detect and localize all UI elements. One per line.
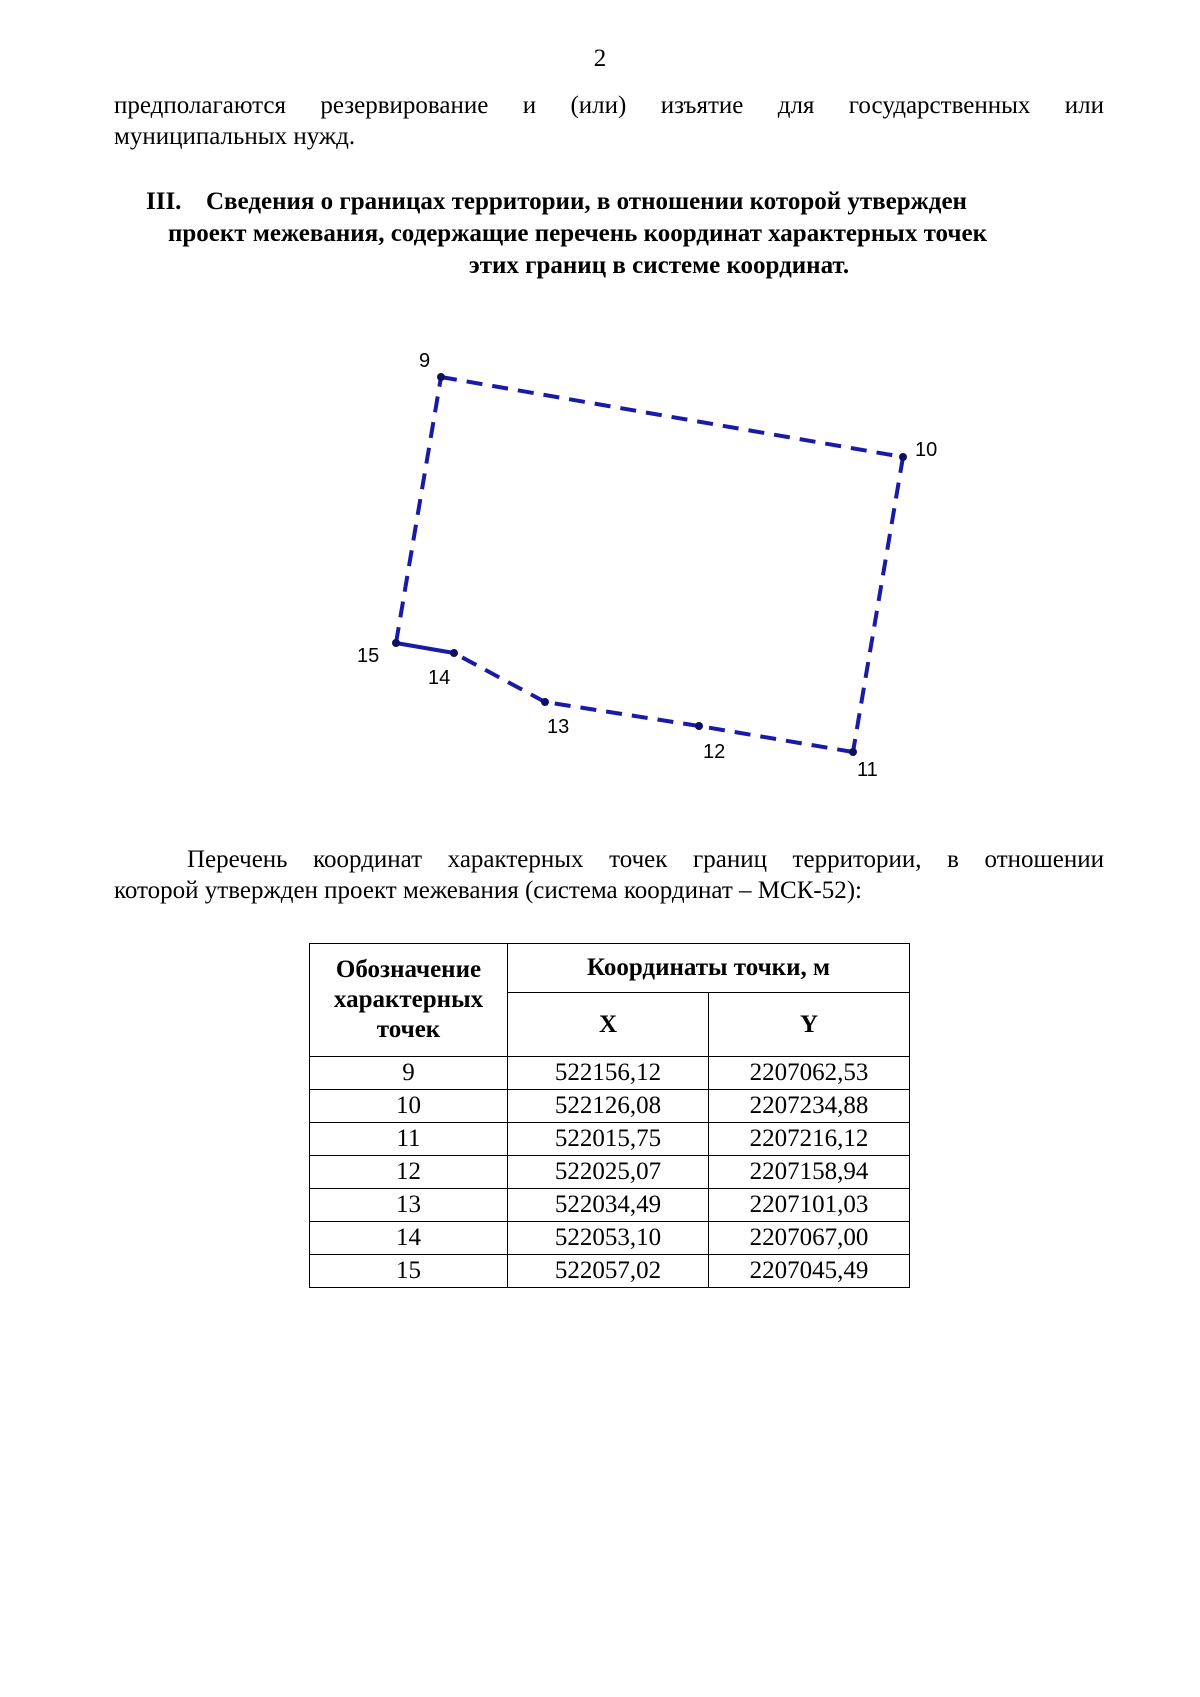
cell-x: 522025,07 [508,1156,709,1189]
section-heading-line [114,186,1104,218]
point-label-12: 12 [703,741,726,763]
header-y: Y [709,993,910,1057]
table-row [310,1189,910,1222]
intro-paragraph [114,90,1104,152]
point-label-10: 10 [915,439,938,461]
cell-x: 522126,08 [508,1090,709,1123]
point-marker-9 [437,373,445,381]
table-row [310,1123,910,1156]
boundary-segment-11-12 [699,726,853,752]
cell-y: 2207062,53 [709,1057,910,1090]
cell-point: 10 [310,1090,508,1123]
cell-y: 2207045,49 [709,1255,910,1288]
cell-x: 522156,12 [508,1057,709,1090]
list-paragraph-line: которой утвержден проект межевания (система координат – МСК-52): [114,877,862,904]
list-paragraph [114,844,1104,906]
cell-point: 11 [310,1123,508,1156]
cell-point: 13 [310,1189,508,1222]
cell-y: 2207101,03 [709,1189,910,1222]
cell-x: 522015,75 [508,1123,709,1156]
cell-point: 12 [310,1156,508,1189]
section-heading-line: этих границ в системе координат. [468,252,850,279]
point-label-14: 14 [428,667,451,689]
section-heading-line: проект межевания, содержащие перечень координат характерных точек [168,220,987,247]
section-heading [114,186,1104,282]
point-marker-15 [392,639,400,647]
point-label-9: 9 [419,350,431,372]
point-marker-11 [849,748,857,756]
point-label-11: 11 [857,759,878,781]
cell-y: 2207216,12 [709,1123,910,1156]
cell-y: 2207067,00 [709,1222,910,1255]
boundary-segment-13-14 [454,653,545,702]
header-coordinates: Координаты точки, м [508,944,910,993]
point-marker-10 [899,453,907,461]
coordinates-table [309,943,910,1288]
section-title-part: Сведения о границах территории, в отношении которой утвержден [206,188,967,215]
table-row [310,1255,910,1288]
intro-paragraph-line: предполагаются резервирование и (или) изъятие для государственных или [114,92,1104,119]
boundary-segment-12-13 [545,702,699,726]
point-label-15: 15 [357,645,380,667]
table-row [310,1222,910,1255]
table-row [310,1090,910,1123]
page-number: 2 [593,45,607,72]
header-point-line: Обозначение [335,956,482,983]
point-marker-12 [695,722,703,730]
cell-point: 15 [310,1255,508,1288]
header-point-line: характерных [333,986,484,1013]
table-row [310,1156,910,1189]
table-row [310,1057,910,1090]
cell-point: 9 [310,1057,508,1090]
boundary-segment-15-9 [396,377,441,643]
point-marker-13 [541,698,549,706]
boundary-segment-14-15 [396,643,454,653]
intro-paragraph-line: муниципальных нужд. [114,123,356,150]
boundary-segment-9-10 [441,377,903,457]
cell-x: 522057,02 [508,1255,709,1288]
header-point-line: точек [376,1016,441,1043]
coordinates-table-body [310,1057,910,1288]
section-number: III. [146,188,182,215]
header-x: X [508,993,709,1057]
point-label-13: 13 [547,716,570,738]
cell-x: 522053,10 [508,1222,709,1255]
cell-y: 2207234,88 [709,1090,910,1123]
boundary-segment-10-11 [853,457,903,752]
cell-x: 522034,49 [508,1189,709,1222]
list-paragraph-line: Перечень координат характерных точек границ территории, в отношении [187,846,1104,873]
header-point-designation [310,944,508,1057]
cell-y: 2207158,94 [709,1156,910,1189]
point-marker-14 [450,649,458,657]
cell-point: 14 [310,1222,508,1255]
